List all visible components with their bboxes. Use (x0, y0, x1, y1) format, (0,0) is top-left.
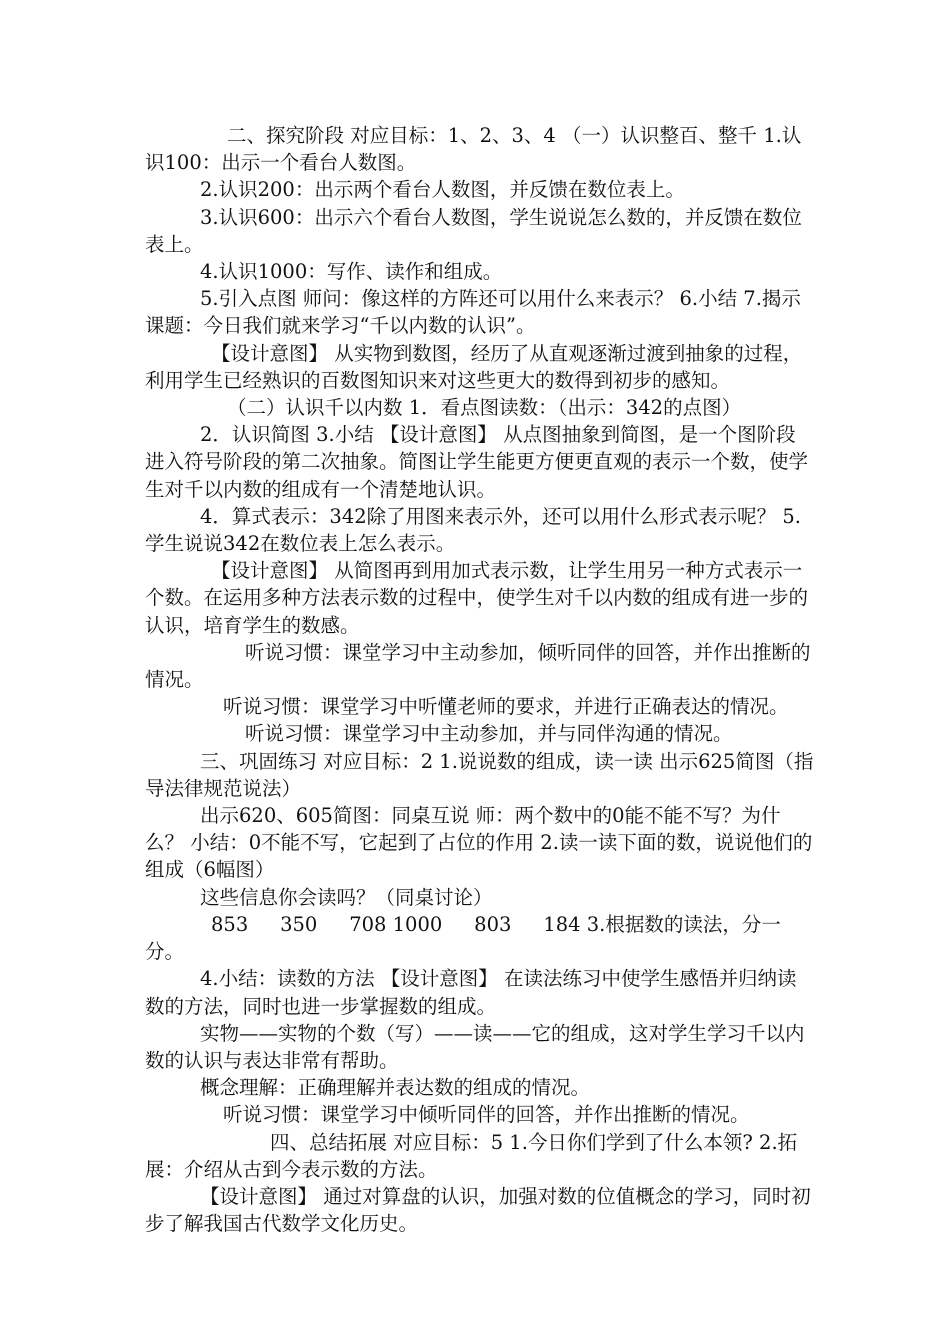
paragraph: （二）认识千以内数 1．看点图读数：（出示：342的点图） (227, 396, 742, 420)
paragraph: 实物——实物的个数（写）——读——它的组成，这对学生学习千以内数的认识与表达非常有帮助。 (145, 1021, 805, 1072)
paragraph: 2．认识简图 3.小结 【设计意图】 从点图抽象到简图，是一个图阶段进入符号阶段的第二次抽象。简图让学生能更方便更直观的表示一个数，使学生对千以内数的组成有一个清楚地认识。 (145, 423, 809, 501)
paragraph: 听说习惯：课堂学习中倾听同伴的回答，并作出推断的情况。 (223, 1103, 750, 1127)
paragraph: 2.认识200：出示两个看台人数图，并反馈在数位表上。 (200, 178, 685, 202)
paragraph: 听说习惯：课堂学习中主动参加，倾听同伴的回答，并作出推断的情况。 (145, 640, 811, 692)
paragraph: 3.认识600：出示六个看台人数图，学生说说怎么数的，并反馈在数位表上。 (145, 205, 802, 256)
document-body (145, 122, 815, 1237)
paragraph: 三、巩固练习 对应目标：2 1.说说数的组成，读一读 出示625简图（指导法律规范说法） (145, 749, 814, 800)
paragraph: 【设计意图】 从简图再到用加式表示数，让学生用另一种方式表示一个数。在运用多种方法表示数的过程中，使学生对千以内数的组成有进一步的认识，培育学生的数感。 (145, 559, 809, 637)
paragraph: 4．算式表示：342除了用图来表示外，还可以用什么形式表示呢？ 5.学生说说342在数位表上怎么表示。 (145, 504, 801, 556)
paragraph: 【设计意图】 从实物到数图，经历了从直观逐渐过渡到抽象的过程，利用学生已经熟识的百数图知识来对这些更大的数得到初步的感知。 (145, 341, 803, 392)
paragraph: 听说习惯：课堂学习中主动参加，并与同伴沟通的情况。 (245, 722, 733, 746)
paragraph: 概念理解：正确理解并表达数的组成的情况。 (200, 1076, 591, 1100)
paragraph: 5.引入点图 师问：像这样的方阵还可以用什么来表示？ 6.小结 7.揭示课题：今日我们就来学习“千以内数的认识”。 (145, 287, 801, 338)
paragraph: 出示620、605简图：同桌互说 师：两个数中的0能不能不写？为什么？ 小结：0不能不写，它起到了占位的作用 2.读一读下面的数，说说他们的组成（6幅图） (145, 804, 813, 882)
paragraph: 853 350 708 1000 803 184 3.根据数的读法，分一分。 (145, 912, 781, 964)
paragraph: 4.小结：读数的方法 【设计意图】 在读法练习中使学生感悟并归纳读数的方法，同时也进一步掌握数的组成。 (145, 967, 797, 1018)
paragraph: 听说习惯：课堂学习中听懂老师的要求，并进行正确表达的情况。 (223, 695, 789, 719)
paragraph: 【设计意图】 通过对算盘的认识，加强对数的位值概念的学习，同时初步了解我国古代数学文化历史。 (145, 1184, 811, 1236)
paragraph: 四、总结拓展 对应目标：5 1.今日你们学到了什么本领? 2.拓展：介绍从古到今表示数的方法。 (145, 1130, 798, 1181)
paragraph: 这些信息你会读吗？（同桌讨论） (200, 885, 493, 909)
paragraph: 二、探究阶段 对应目标：1、2、3、4 （一）认识整百、整千 1.认识100：出示一个看台人数图。 (145, 124, 802, 175)
paragraph: 4.认识1000：写作、读作和组成。 (200, 260, 503, 284)
